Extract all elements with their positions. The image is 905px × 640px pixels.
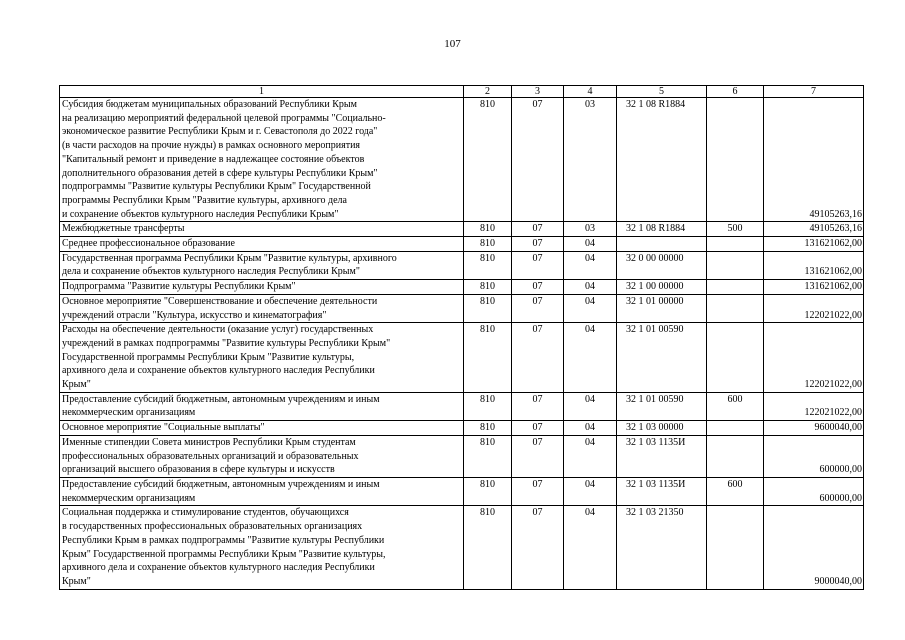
table-row	[60, 477, 864, 505]
subsection-cell: 04	[564, 477, 617, 505]
admin-code-cell: 810	[464, 294, 512, 322]
amount-cell: 49105263,16	[764, 98, 864, 222]
section-cell: 07	[512, 435, 564, 477]
table-row	[60, 251, 864, 279]
row-name-cell: Среднее профессиональное образование	[60, 237, 464, 252]
column-number-5: 5	[617, 86, 707, 98]
section-cell: 07	[512, 477, 564, 505]
target-article-cell: 32 1 03 1135И	[617, 435, 707, 477]
target-article-cell: 32 1 08 R1884	[617, 222, 707, 237]
amount-cell: 131621062,00	[764, 237, 864, 252]
column-number-4: 4	[564, 86, 617, 98]
section-cell: 07	[512, 251, 564, 279]
expense-type-cell	[707, 280, 764, 295]
expense-type-cell: 600	[707, 477, 764, 505]
table-row	[60, 98, 864, 222]
subsection-cell: 04	[564, 237, 617, 252]
table-row	[60, 323, 864, 393]
admin-code-cell: 810	[464, 477, 512, 505]
table-row	[60, 435, 864, 477]
target-article-cell: 32 1 03 1135И	[617, 477, 707, 505]
table-row	[60, 421, 864, 436]
row-name-cell: Социальная поддержка и стимулирование студентов, обучающихся в государственных профессиональных образовательных организациях Республики Крым в рамках подпрограммы "Развитие культуры Республики Крым" Государственной программы Республики Крым "Развитие культуры, архивного дела и сохранение объектов культурного наследия Республики Крым"	[60, 506, 464, 589]
page-number: 107	[444, 38, 461, 50]
section-cell: 07	[512, 323, 564, 393]
column-number-1: 1	[60, 86, 464, 98]
row-name-cell: Предоставление субсидий бюджетным, автономным учреждениям и иным некоммерческим организациям	[60, 392, 464, 420]
admin-code-cell: 810	[464, 323, 512, 393]
subsection-cell: 04	[564, 421, 617, 436]
subsection-cell: 04	[564, 506, 617, 589]
amount-cell: 131621062,00	[764, 280, 864, 295]
section-cell: 07	[512, 294, 564, 322]
row-name-cell: Государственная программа Республики Крым "Развитие культуры, архивного дела и сохранение объектов культурного наследия Республики Крым"	[60, 251, 464, 279]
target-article-cell: 32 1 01 00590	[617, 392, 707, 420]
section-cell: 07	[512, 421, 564, 436]
amount-cell: 9000040,00	[764, 506, 864, 589]
target-article-cell	[617, 237, 707, 252]
expense-type-cell	[707, 294, 764, 322]
target-article-cell: 32 1 08 R1884	[617, 98, 707, 222]
admin-code-cell: 810	[464, 506, 512, 589]
admin-code-cell: 810	[464, 251, 512, 279]
expense-type-cell	[707, 421, 764, 436]
subsection-cell: 03	[564, 98, 617, 222]
subsection-cell: 04	[564, 392, 617, 420]
target-article-cell: 32 0 00 00000	[617, 251, 707, 279]
column-number-row	[60, 86, 864, 98]
column-number-7: 7	[764, 86, 864, 98]
amount-cell: 600000,00	[764, 435, 864, 477]
column-number-6: 6	[707, 86, 764, 98]
expense-type-cell	[707, 98, 764, 222]
amount-cell: 9600040,00	[764, 421, 864, 436]
subsection-cell: 04	[564, 280, 617, 295]
section-cell: 07	[512, 98, 564, 222]
subsection-cell: 04	[564, 435, 617, 477]
table-row	[60, 222, 864, 237]
table-row	[60, 294, 864, 322]
admin-code-cell: 810	[464, 392, 512, 420]
admin-code-cell: 810	[464, 222, 512, 237]
admin-code-cell: 810	[464, 237, 512, 252]
amount-cell: 122021022,00	[764, 323, 864, 393]
table-row	[60, 280, 864, 295]
budget-table	[59, 85, 864, 590]
amount-cell: 49105263,16	[764, 222, 864, 237]
row-name-cell: Основное мероприятие "Социальные выплаты"	[60, 421, 464, 436]
subsection-cell: 04	[564, 294, 617, 322]
table-body	[60, 86, 864, 590]
target-article-cell: 32 1 00 00000	[617, 280, 707, 295]
row-name-cell: Межбюджетные трансферты	[60, 222, 464, 237]
subsection-cell: 03	[564, 222, 617, 237]
target-article-cell: 32 1 03 00000	[617, 421, 707, 436]
row-name-cell: Предоставление субсидий бюджетным, автономным учреждениям и иным некоммерческим организациям	[60, 477, 464, 505]
amount-cell: 131621062,00	[764, 251, 864, 279]
expense-type-cell	[707, 237, 764, 252]
admin-code-cell: 810	[464, 98, 512, 222]
amount-cell: 600000,00	[764, 477, 864, 505]
section-cell: 07	[512, 506, 564, 589]
amount-cell: 122021022,00	[764, 392, 864, 420]
row-name-cell: Расходы на обеспечение деятельности (оказание услуг) государственных учреждений в рамках подпрограммы "Развитие культуры Республики Крым" Государственной программы Республики Крым "Развитие культуры, архивного дела и сохранение объектов культурного наследия Республики Крым"	[60, 323, 464, 393]
column-number-3: 3	[512, 86, 564, 98]
section-cell: 07	[512, 222, 564, 237]
expense-type-cell: 500	[707, 222, 764, 237]
row-name-cell: Субсидия бюджетам муниципальных образований Республики Крым на реализацию мероприятий федеральной целевой программы "Социально- экономическое развитие Республики Крым и г. Севастополя до 2022 года" (в части расходов на прочие нужды) в рамках основного мероприятия "Капитальный ремонт и приведение в надлежащее состояние объектов дополнительного образования детей в сфере культуры Республики Крым" подпрограммы "Развитие культуры Республики Крым" Государственной программы Республики Крым "Развитие культуры, архивного дела и сохранение объектов культурного наследия Республики Крым"	[60, 98, 464, 222]
expense-type-cell	[707, 251, 764, 279]
admin-code-cell: 810	[464, 435, 512, 477]
table-row	[60, 506, 864, 589]
column-number-2: 2	[464, 86, 512, 98]
expense-type-cell: 600	[707, 392, 764, 420]
target-article-cell: 32 1 03 21350	[617, 506, 707, 589]
target-article-cell: 32 1 01 00000	[617, 294, 707, 322]
target-article-cell: 32 1 01 00590	[617, 323, 707, 393]
section-cell: 07	[512, 392, 564, 420]
row-name-cell: Именные стипендии Совета министров Республики Крым студентам профессиональных образовательных организаций и образовательных организаций высшего образования в сфере культуры и искусств	[60, 435, 464, 477]
table-row	[60, 392, 864, 420]
row-name-cell: Основное мероприятие "Совершенствование и обеспечение деятельности учреждений отрасли "Культура, искусство и кинематография"	[60, 294, 464, 322]
subsection-cell: 04	[564, 323, 617, 393]
expense-type-cell	[707, 323, 764, 393]
expense-type-cell	[707, 435, 764, 477]
expense-type-cell	[707, 506, 764, 589]
table-row	[60, 237, 864, 252]
section-cell: 07	[512, 280, 564, 295]
amount-cell: 122021022,00	[764, 294, 864, 322]
row-name-cell: Подпрограмма "Развитие культуры Республики Крым"	[60, 280, 464, 295]
subsection-cell: 04	[564, 251, 617, 279]
section-cell: 07	[512, 237, 564, 252]
admin-code-cell: 810	[464, 280, 512, 295]
admin-code-cell: 810	[464, 421, 512, 436]
